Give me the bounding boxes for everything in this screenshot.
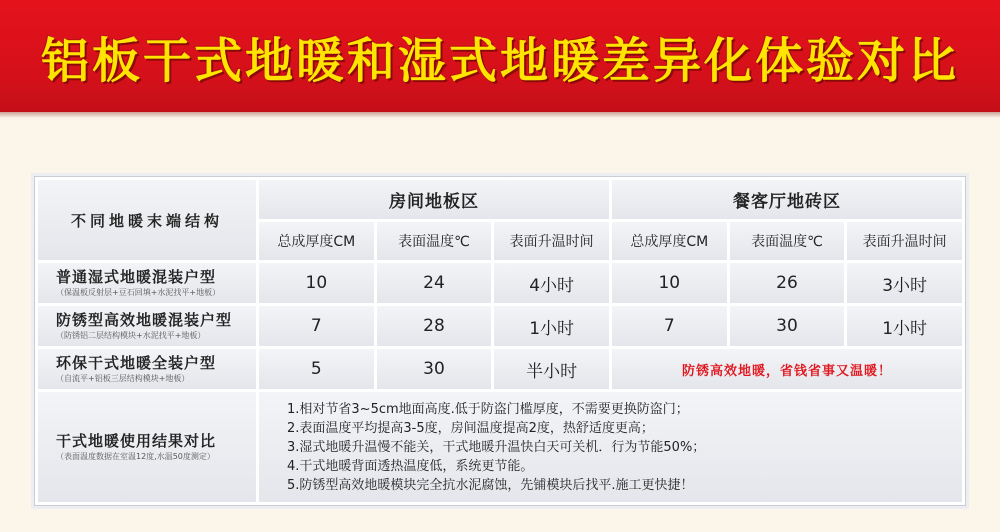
column-header: 表面温度℃ xyxy=(377,222,492,260)
row-name: 防锈型高效地暖混装户型 xyxy=(56,311,233,329)
promo-slogan: 防锈高效地暖，省钱省事又温暖！ xyxy=(612,349,962,389)
table-cell: 10 xyxy=(612,263,727,303)
note-line: 3.湿式地暖升温慢不能关，干式地暖升温快白天可关机．行为节能50%； xyxy=(287,439,706,455)
banner-shadow xyxy=(0,112,1000,118)
table-row-summary xyxy=(38,392,962,502)
note-line: 4.干式地暖背面透热温度低，系统更节能。 xyxy=(287,458,534,474)
table-cell: 26 xyxy=(730,263,845,303)
column-header: 表面温度℃ xyxy=(730,222,845,260)
row-label xyxy=(38,263,256,303)
column-header: 总成厚度CM xyxy=(259,222,374,260)
table-cell: 4小时 xyxy=(494,263,609,303)
table-row xyxy=(38,306,962,346)
table-cell: 7 xyxy=(259,306,374,346)
summary-notes xyxy=(259,392,962,502)
table-cell: 30 xyxy=(730,306,845,346)
column-header: 总成厚度CM xyxy=(612,222,727,260)
note-line: 1.相对节省3~5cm地面高度.低于防盗门槛厚度，不需要更换防盗门； xyxy=(287,401,689,417)
table-cell: 30 xyxy=(377,349,492,389)
column-header: 表面升温时间 xyxy=(494,222,609,260)
row-name: 环保干式地暖全装户型 xyxy=(56,354,217,372)
table-cell: 1小时 xyxy=(847,306,962,346)
row-subtitle: （自流平+铝板三层结构模块+地板） xyxy=(56,374,190,383)
note-line: 2.表面温度平均提高3-5度，房间温度提高2度，热舒适度更高； xyxy=(287,420,654,436)
table-corner-label: 不同地暖末端结构 xyxy=(38,180,256,260)
table-cell: 28 xyxy=(377,306,492,346)
table-cell: 半小时 xyxy=(494,349,609,389)
summary-label xyxy=(38,392,256,502)
table-cell: 10 xyxy=(259,263,374,303)
table-row xyxy=(38,263,962,303)
region-header-room-floor: 房间地板区 xyxy=(259,180,609,219)
table-cell: 1小时 xyxy=(494,306,609,346)
page-title: 铝板干式地暖和湿式地暖差异化体验对比 xyxy=(40,33,959,89)
row-name: 普通湿式地暖混装户型 xyxy=(56,268,217,286)
row-subtitle: （防锈铝二层结构模块+水泥找平+地板） xyxy=(56,331,206,340)
summary-subtitle: （表面温度数据在室温12度,水温50度测定） xyxy=(56,452,215,461)
row-subtitle: （保温板反射层+豆石回填+水泥找平+地板） xyxy=(56,288,221,297)
row-label xyxy=(38,306,256,346)
note-line: 5.防锈型高效地暖模块完全抗水泥腐蚀，先铺模块后找平.施工更快捷！ xyxy=(287,477,694,493)
region-header-dining-tile: 餐客厅地砖区 xyxy=(612,180,962,219)
table-row xyxy=(38,349,962,389)
row-label xyxy=(38,349,256,389)
column-header: 表面升温时间 xyxy=(847,222,962,260)
table-cell: 5 xyxy=(259,349,374,389)
summary-name: 干式地暖使用结果对比 xyxy=(56,432,217,450)
comparison-table xyxy=(34,176,966,506)
table-cell: 3小时 xyxy=(847,263,962,303)
table-cell: 7 xyxy=(612,306,727,346)
table-cell: 24 xyxy=(377,263,492,303)
